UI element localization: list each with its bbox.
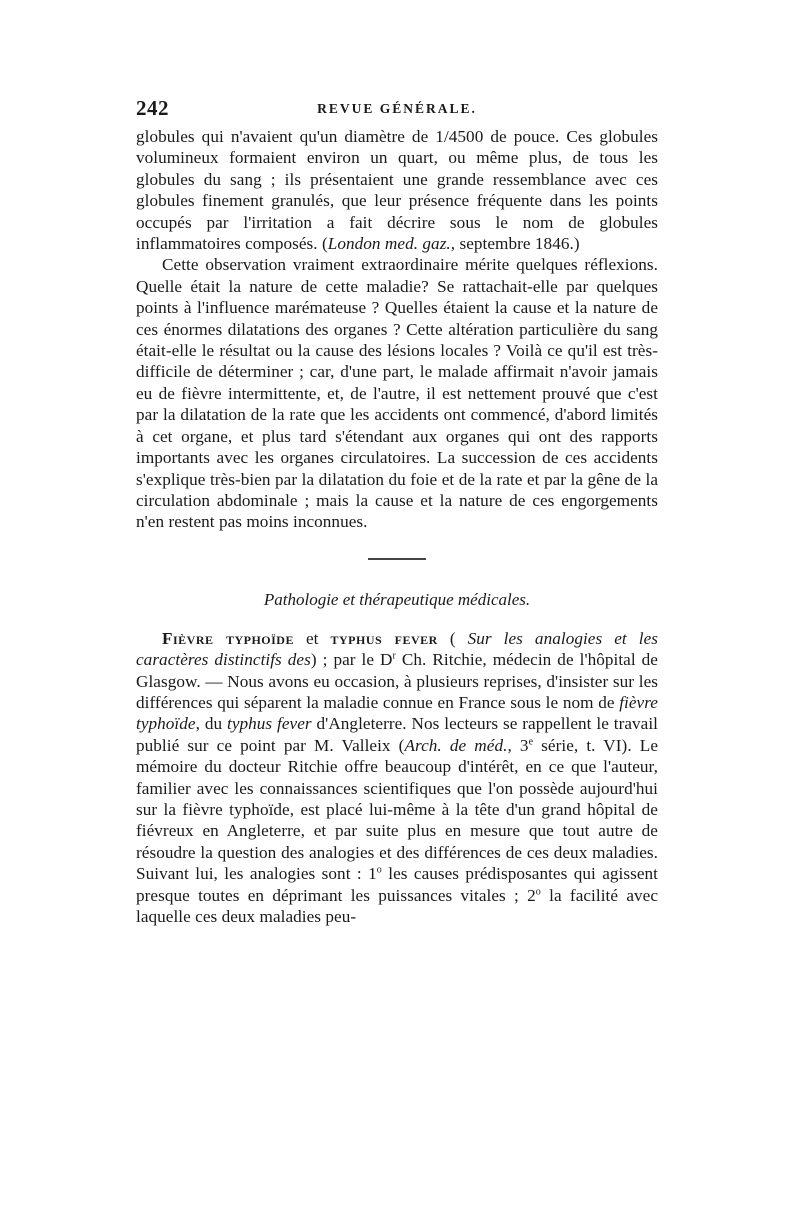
running-title: REVUE GÉNÉRALE.	[317, 101, 477, 116]
separator-rule	[368, 558, 426, 560]
text-span: , du	[195, 714, 227, 734]
text-span: , septembre 1846.)	[450, 234, 580, 254]
page	[136, 96, 658, 927]
page-number: 242	[136, 96, 169, 120]
entry-heading: typhus fever	[330, 628, 438, 648]
section-separator	[136, 533, 658, 589]
text-span: (	[437, 628, 468, 648]
text-span: la facilité avec laquelle ces deux maladies peu-	[136, 885, 658, 926]
fraction: 1/4500	[435, 127, 484, 146]
source-citation: Arch. de méd.	[404, 735, 508, 755]
paragraph-typhoid	[136, 628, 658, 928]
text-span: de pouce. Ces globules volumineux formaient environ un quart, ou même plus, de tous les globules du sang ; ils présentaient une grande ressemblance avec ces globules finement granulés, que leur présence fréquente dans les points occupés par l'irritation a fait décrire sous le nom de globules inflammatoires composés. (	[136, 127, 659, 254]
text-span: les causes prédisposantes qui agissent presque toutes en déprimant les puissances vitales ; 2	[136, 864, 659, 905]
paragraph-reflections: Cette observation vraiment extraordinaire mérite quelques réflexions. Quelle était la nature de cette maladie? Se rattachait-elle par quelques points à l'influence marémateuse ? Quelles étaient la cause et la nature de ces énormes dilatations des organes ? Cette altération particulière du sang était-elle le résultat ou la cause des lésions locales ? Voilà ce qu'il est très-difficile de déterminer ; car, d'une part, le malade affirmait n'avoir jamais eu de fièvre intermittente, et, de l'autre, il est nettement prouvé que c'est par la dilatation de la rate que les accidents ont commencé, d'abord limités à cet organe, et plus tard s'étendant aux organes qui ont des rapports importants avec les organes circulatoires. La succession de ces accidents s'explique très-bien par la dilatation du foie et de la rate et par la gêne de la circulation abdominale ; mais la cause et la nature de ces engorgements n'en restent pas moins inconnues.	[136, 255, 658, 532]
italic-span: fièvre typhoïde	[136, 692, 658, 734]
italic-span: Sur les analogies et les caractères distinctifs des	[136, 628, 658, 670]
section-title: Pathologie et thérapeutique médicales.	[263, 589, 531, 609]
text-span: série, t. VI). Le mémoire du docteur Ritchie offre beaucoup d'intérêt, en ce que l'auteur, familier avec les connaissances scientifiques que l'on possède aujourd'hui sur la fièvre typhoïde, est placé lui-même à la tête d'un grand hôpital de fiévreux en Angleterre, et par suite plus en mesure que tout autre de résoudre la question des analogies et des différences de ces deux maladies. Suivant lui, les analogies sont : 1	[136, 735, 659, 884]
superscript: o	[535, 885, 541, 897]
text-span: ) ; par le D	[310, 650, 393, 670]
superscript: r	[392, 650, 396, 662]
entry-heading: Fièvre typhoïde	[162, 628, 294, 648]
text-span: d'Angleterre. Nos lecteurs se rappellent le travail publié sur ce point par M. Valleix (	[136, 714, 659, 755]
italic-span: typhus fever	[227, 714, 312, 734]
text-span: et	[293, 628, 331, 648]
text-span: Ch. Ritchie, médecin de l'hôpital de Glasgow. — Nous avons eu occasion, à plusieurs reprises, d'insister sur les différences qui séparent la maladie connue en France sous le nom de	[136, 650, 658, 712]
running-head	[136, 96, 658, 126]
text-span: , 3	[507, 735, 529, 755]
superscript: o	[376, 864, 382, 876]
text-span: globules qui n'avaient qu'un diamètre de	[136, 127, 436, 146]
source-citation: London med. gaz.	[327, 234, 451, 254]
paragraph-observation-end	[136, 126, 658, 254]
superscript: e	[528, 736, 534, 748]
